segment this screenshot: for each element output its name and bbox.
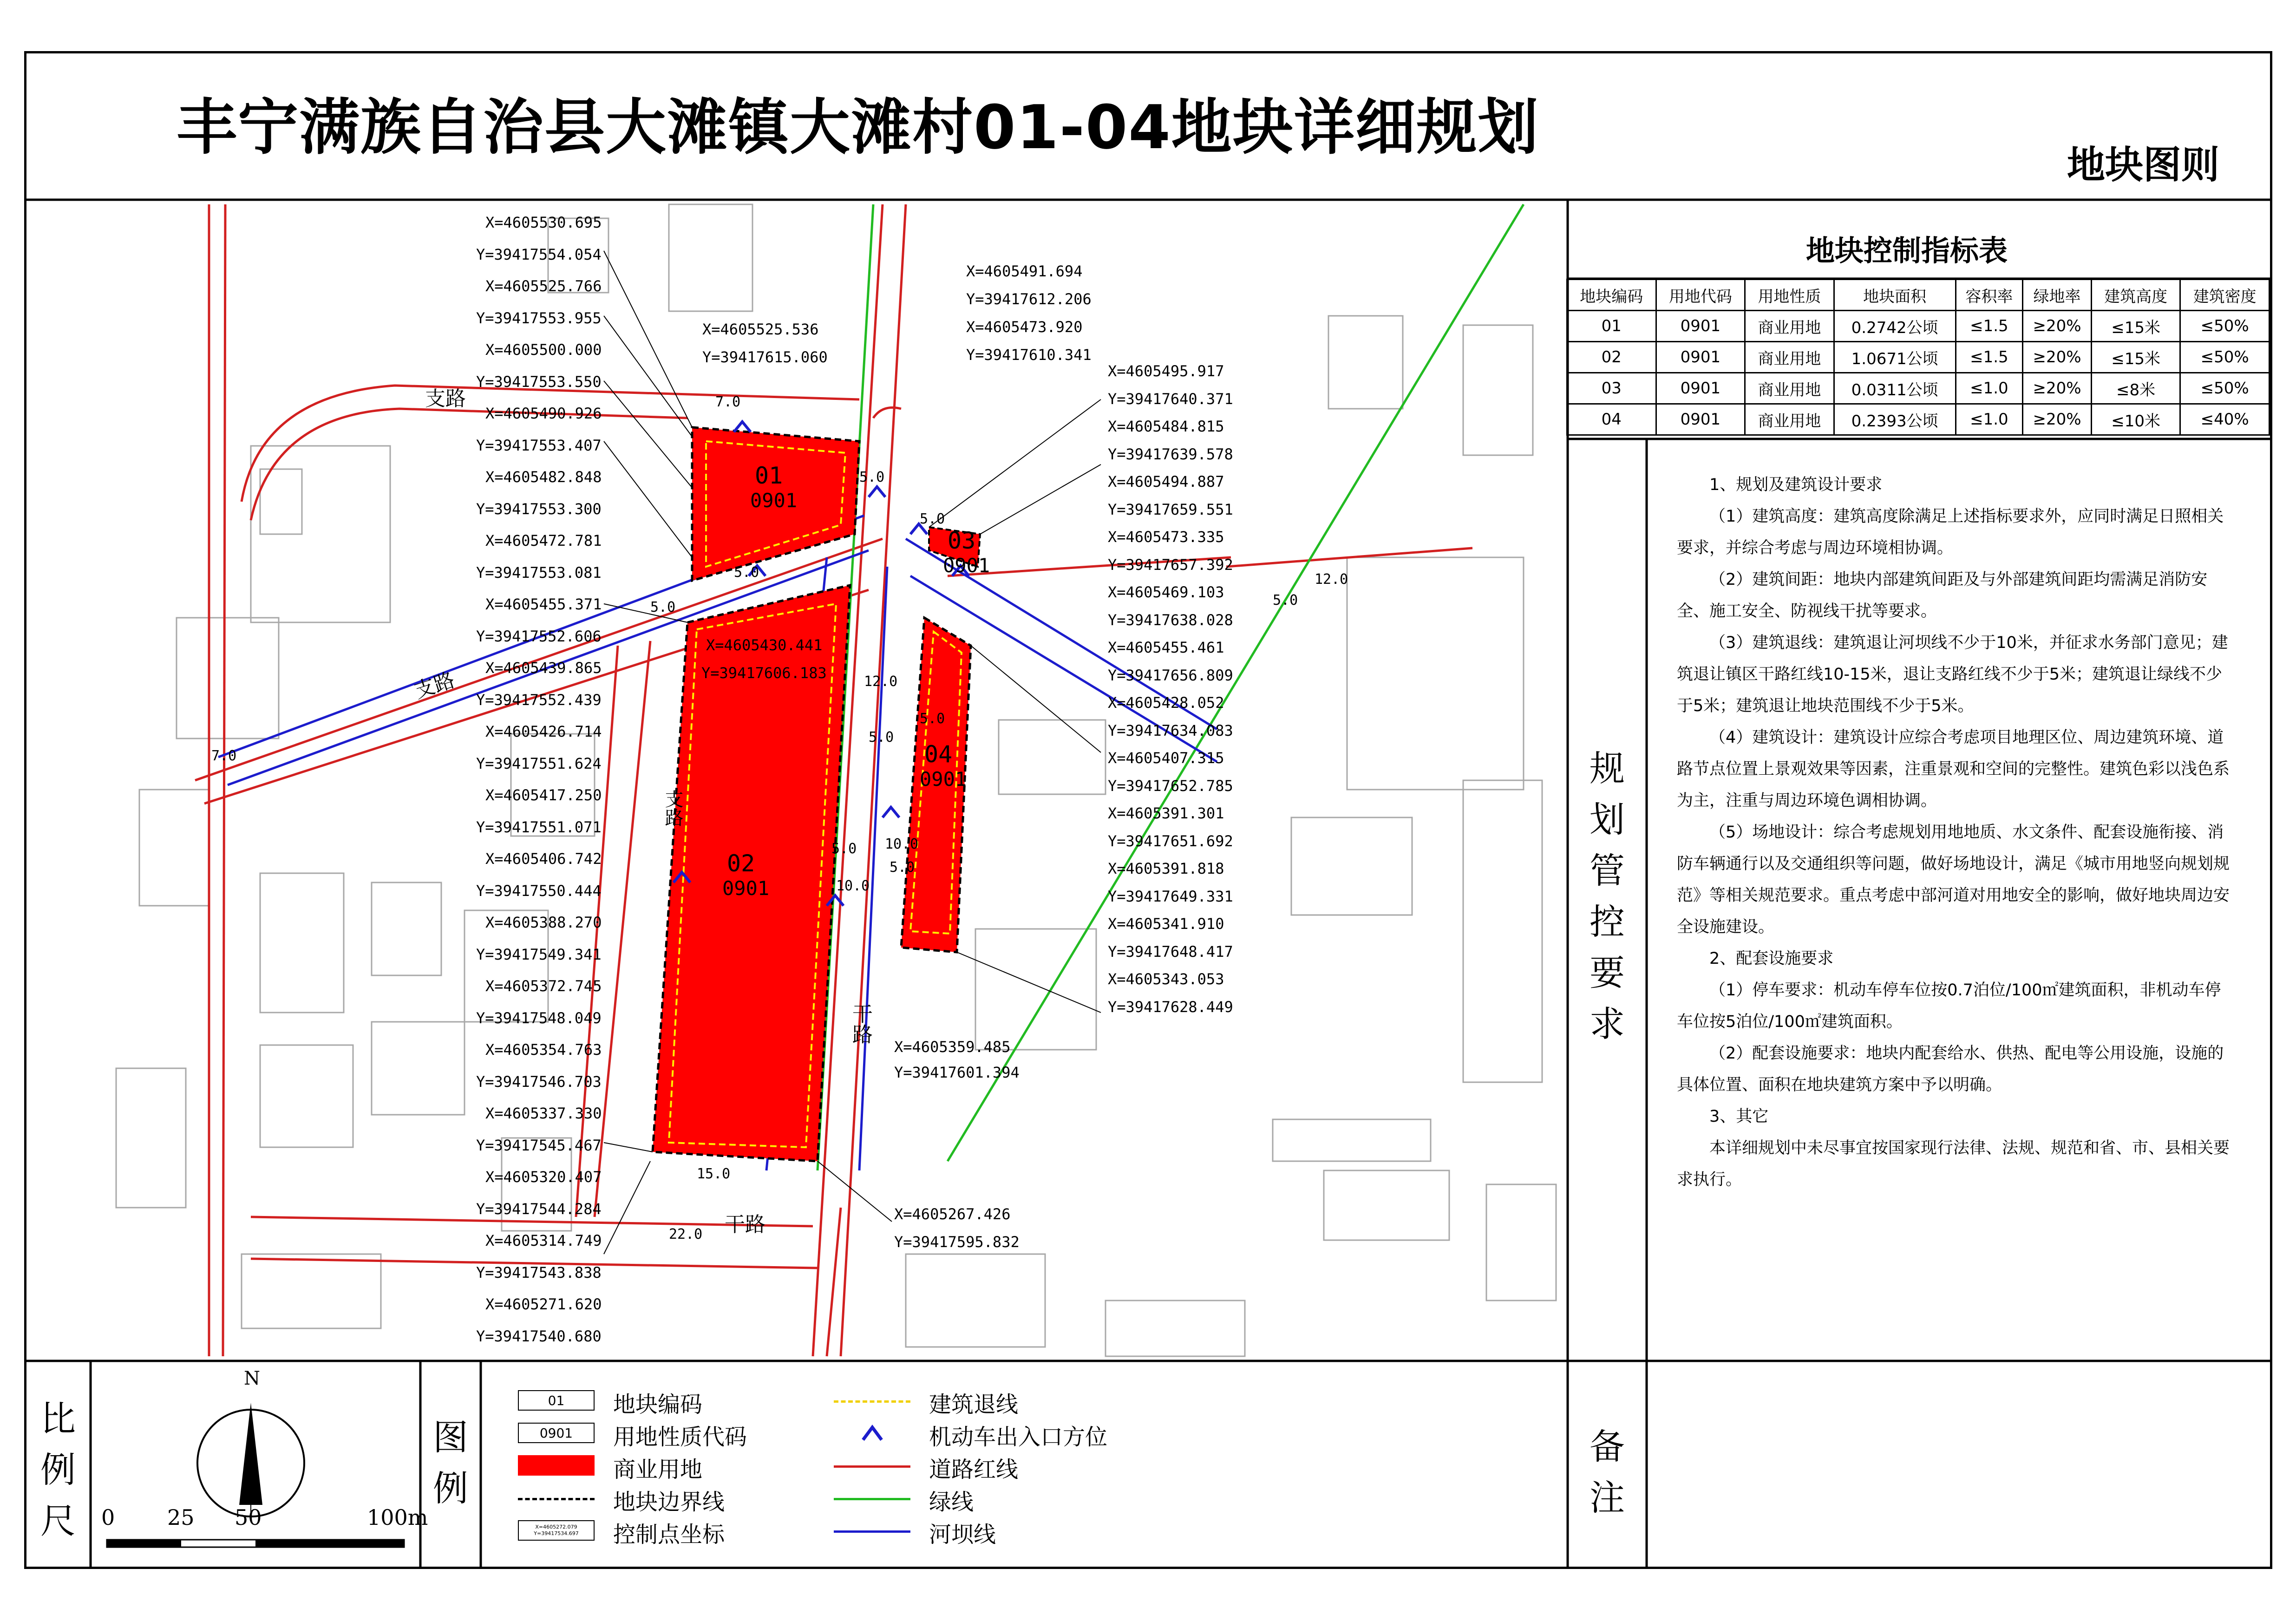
table-cell: 02 [1567, 342, 1656, 373]
road-label: 干路 [725, 1213, 765, 1236]
table-cell: ≥20% [2023, 373, 2092, 404]
control-point-coordinate: X=4605359.485 [894, 1038, 1011, 1056]
scale-tick-100: 100m [367, 1505, 428, 1530]
coordinate-symbol: X=4605272.079 Y=39417534.697 [518, 1520, 595, 1541]
control-point-coordinate: Y=39417612.206 [966, 290, 1092, 308]
control-point-coordinate: X=4605482.848 [485, 468, 602, 486]
control-point-coordinate: X=4605267.426 [894, 1205, 1011, 1223]
control-point-coordinate: Y=39417546.703 [476, 1072, 602, 1091]
dimension-label: 10.0 [836, 878, 870, 894]
dimension-label: 5.0 [650, 599, 676, 615]
control-point-coordinate: Y=39417553.955 [476, 309, 602, 327]
control-point-coordinate: Y=39417551.071 [476, 818, 602, 836]
control-point-coordinate: X=4605406.742 [485, 850, 602, 868]
dimension-label: 5.0 [1273, 592, 1298, 608]
table-cell: ≤10米 [2091, 404, 2180, 435]
control-point-coordinate: Y=39417552.439 [476, 691, 602, 709]
control-point-coordinate: Y=39417553.081 [476, 563, 602, 582]
control-point-coordinate: Y=39417634.083 [1108, 721, 1233, 739]
legend-label: 河坝线 [929, 1522, 996, 1548]
control-point-coordinate: X=4605530.695 [485, 214, 602, 231]
control-point-coordinate: X=4605469.103 [1108, 583, 1224, 601]
legend-label: 地块编码 [613, 1392, 703, 1418]
green-line-symbol [834, 1498, 910, 1500]
control-point-coordinate: X=4605455.461 [1108, 639, 1224, 656]
requirement-paragraph: 3、其它 [1709, 1107, 1769, 1126]
table-cell: 01 [1567, 311, 1656, 342]
control-point-coordinate: X=4605491.694 [966, 262, 1083, 280]
dimension-label: 5.0 [831, 841, 857, 857]
control-point-coordinate: Y=39417595.832 [894, 1233, 1020, 1251]
control-point-coordinate: X=4605314.749 [485, 1232, 602, 1249]
control-point-coordinate: Y=39417545.467 [476, 1136, 602, 1154]
table-cell: ≤50% [2180, 373, 2270, 404]
requirement-paragraph: （5）场地设计：综合考虑规划用地地质、水文条件、配套设施衔接、消防车辆通行以及交通组织等问题，做好场地设计，满足《城市用地竖向规划规范》等相关规范要求。重点考虑中部河道对用地安全的影响，做好地块周边安全设施建设。 [1677, 823, 2230, 936]
control-point-coordinate: X=4605473.920 [966, 318, 1083, 336]
control-point-coordinate: Y=39417606.183 [701, 664, 827, 682]
requirement-paragraph: 2、配套设施要求 [1709, 949, 1834, 968]
table-cell: ≤15米 [2091, 311, 2180, 342]
table-cell: ≤1.0 [1956, 404, 2023, 435]
control-point-coordinate: Y=39417638.028 [1108, 611, 1233, 629]
requirements-text [1677, 469, 2234, 1196]
table-header-cell: 绿地率 [2023, 280, 2092, 311]
requirement-paragraph: （1）停车要求：机动车停车位按0.7泊位/100㎡建筑面积，非机动车停车位按5泊位/100㎡建筑面积。 [1677, 981, 2221, 1031]
table-cell: ≥20% [2023, 311, 2092, 342]
control-point-coordinate: Y=39417553.300 [476, 500, 602, 518]
table-cell: 商业用地 [1745, 342, 1834, 373]
control-point-coordinate: Y=39417601.394 [894, 1064, 1020, 1081]
page-subtitle: 地块图则 [2067, 143, 2220, 187]
table-cell: ≤1.5 [1956, 342, 2023, 373]
control-point-coordinate: Y=39417540.680 [476, 1327, 602, 1345]
parcel-use-label: 0901 [943, 554, 990, 577]
legend-heading: 图例 [433, 1417, 468, 1509]
control-point-coordinate: Y=39417639.578 [1108, 445, 1233, 463]
legend-label: 控制点坐标 [613, 1522, 725, 1548]
table-header-cell: 地块编码 [1567, 280, 1656, 311]
dimension-label: 5.0 [920, 711, 945, 727]
control-point-coordinate: Y=39417656.809 [1108, 666, 1233, 684]
control-point-coordinate: X=4605428.052 [1108, 694, 1224, 712]
control-point-coordinate: Y=39417651.692 [1108, 832, 1233, 850]
control-point-coordinate: X=4605407.315 [1108, 749, 1224, 767]
control-point-coordinate: Y=39417550.444 [476, 882, 602, 900]
control-point-coordinate: X=4605271.620 [485, 1295, 602, 1313]
table-header-row [1567, 280, 2270, 311]
control-point-coordinate: X=4605525.536 [702, 320, 819, 338]
legend-label: 道路红线 [929, 1457, 1019, 1483]
legend-label: 商业用地 [613, 1457, 703, 1483]
control-point-coordinate: Y=39417543.838 [476, 1263, 602, 1281]
table-cell: 0.0311公顷 [1834, 373, 1956, 404]
control-point-coordinate: X=4605343.053 [1108, 970, 1224, 988]
control-point-coordinate: X=4605426.714 [485, 723, 602, 740]
table-cell: ≤8米 [2091, 373, 2180, 404]
dimension-label: 5.0 [869, 729, 894, 745]
parcel-code-label: 01 [755, 462, 783, 489]
scale-tick-0: 0 [101, 1505, 115, 1530]
table-cell: 商业用地 [1745, 311, 1834, 342]
table-header-cell: 建筑高度 [2091, 280, 2180, 311]
parcel-use-label: 0901 [750, 489, 798, 512]
north-label: N [244, 1368, 260, 1389]
legend-label: 机动车出入口方位 [929, 1424, 1108, 1450]
control-point-coordinate: Y=39417544.284 [476, 1200, 602, 1218]
table-cell: ≤1.0 [1956, 373, 2023, 404]
control-index-table [1566, 279, 2270, 436]
table-cell: ≤50% [2180, 342, 2270, 373]
table-cell: ≤40% [2180, 404, 2270, 435]
requirement-paragraph: （2）配套设施要求：地块内配套给水、供热、配电等公用设施，设施的具体位置、面积在地块建筑方案中予以明确。 [1677, 1044, 2224, 1094]
legend-label: 用地性质代码 [613, 1424, 747, 1450]
dimension-label: 12.0 [864, 673, 898, 690]
table-row [1567, 342, 2270, 373]
table-header-cell: 用地代码 [1656, 280, 1745, 311]
control-point-coordinate: X=4605417.250 [485, 786, 602, 804]
table-cell: 商业用地 [1745, 373, 1834, 404]
table-header-cell: 用地性质 [1745, 280, 1834, 311]
dimension-label: 5.0 [859, 469, 885, 485]
legend-label: 地块边界线 [613, 1489, 725, 1515]
dimension-label: 5.0 [920, 511, 945, 527]
parcel-code-symbol: 01 [518, 1390, 595, 1411]
legend-label: 建筑退线 [929, 1392, 1019, 1418]
road-label: 支路 [425, 387, 466, 411]
page-title: 丰宁满族自治县大滩镇大滩村01-04地块详细规划 [177, 92, 1539, 163]
control-point-coordinate: X=4605439.865 [485, 659, 602, 677]
control-point-coordinate: X=4605490.926 [485, 405, 602, 422]
control-point-coordinate: Y=39417610.341 [966, 346, 1092, 364]
control-point-coordinate: X=4605337.330 [485, 1105, 602, 1122]
control-point-coordinate: Y=39417552.606 [476, 627, 602, 645]
requirement-paragraph: （4）建筑设计：建筑设计应综合考虑项目地理区位、周边建筑环境、道路节点位置上景观效果等因素，注重景观和空间的完整性。建筑色彩以浅色系为主，注重与周边环境色调相协调。 [1677, 728, 2230, 810]
parcel-use-label: 0901 [920, 768, 967, 791]
remarks-heading: 备注 [1590, 1426, 1625, 1518]
control-point-coordinate: X=4605372.745 [485, 977, 602, 995]
table-row [1567, 373, 2270, 404]
parcel-code-label: 04 [924, 741, 953, 768]
table-cell: 0.2742公顷 [1834, 311, 1956, 342]
boundary-line-symbol [518, 1498, 595, 1500]
road-label: 干路 [849, 1003, 872, 1044]
table-cell: 0901 [1656, 404, 1745, 435]
control-point-coordinate: X=4605388.270 [485, 914, 602, 931]
table-cell: 0901 [1656, 342, 1745, 373]
scale-tick-25: 25 [167, 1505, 195, 1530]
scale-heading: 比例尺 [40, 1398, 76, 1542]
control-point-coordinate: X=4605391.301 [1108, 804, 1224, 822]
dimension-label: 7.0 [211, 748, 237, 764]
parcel-code-label: 02 [727, 850, 755, 877]
control-point-coordinate: Y=39417554.054 [476, 245, 602, 263]
table-cell: 03 [1567, 373, 1656, 404]
scale-graphic [93, 1366, 418, 1565]
control-point-coordinate: X=4605341.910 [1108, 915, 1224, 933]
red-line-symbol [834, 1465, 910, 1468]
commercial-swatch [518, 1455, 595, 1476]
control-point-coordinate: Y=39417640.371 [1108, 390, 1233, 408]
dimension-label: 5.0 [734, 564, 759, 581]
table-cell: 商业用地 [1745, 404, 1834, 435]
requirement-paragraph: 本详细规划中未尽事宜按国家现行法律、法规、规范和省、市、县相关要求执行。 [1677, 1139, 2230, 1189]
dimension-label: 15.0 [697, 1166, 731, 1182]
requirements-heading: 规划管控要求 [1590, 748, 1625, 1045]
requirement-paragraph: （1）建筑高度：建筑高度除满足上述指标要求外，应同时满足日照相关要求，并综合考虑与周边环境相协调。 [1677, 507, 2224, 557]
requirement-paragraph: （3）建筑退线：建筑退让河坝线不少于10米，并征求水务部门意见；建筑退让镇区干路红线10-15米，退让支路红线不少于5米；建筑退让绿线不少于5米；建筑退让地块范围线不少于5米。 [1677, 634, 2228, 715]
requirement-paragraph: 1、规划及建筑设计要求 [1709, 476, 1883, 494]
control-point-coordinate: X=4605354.763 [485, 1041, 602, 1059]
table-cell: 04 [1567, 404, 1656, 435]
table-cell: ≥20% [2023, 342, 2092, 373]
dimension-label: 5.0 [890, 859, 915, 876]
scale-bar-segment [255, 1540, 404, 1547]
control-point-coordinate: Y=39417548.049 [476, 1009, 602, 1027]
setback-line-symbol [834, 1400, 910, 1403]
control-point-coordinate: X=4605495.917 [1108, 362, 1224, 380]
legend-label: 绿线 [929, 1489, 974, 1515]
control-point-coordinate: Y=39417553.550 [476, 373, 602, 391]
control-point-coordinate: Y=39417659.551 [1108, 500, 1233, 518]
control-point-coordinate: X=4605500.000 [485, 341, 602, 359]
control-point-coordinate: Y=39417553.407 [476, 436, 602, 454]
dimension-label: 12.0 [1315, 571, 1348, 588]
control-point-coordinate: Y=39417549.341 [476, 945, 602, 963]
control-point-coordinate: Y=39417551.624 [476, 754, 602, 772]
control-point-coordinate: Y=39417657.392 [1108, 556, 1233, 574]
control-point-coordinate: X=4605525.766 [485, 277, 602, 295]
parcel-use-label: 0901 [722, 877, 770, 900]
table-cell: ≥20% [2023, 404, 2092, 435]
control-point-coordinate: X=4605391.818 [1108, 860, 1224, 877]
table-cell: 0901 [1656, 373, 1745, 404]
road-label: 支路 [662, 790, 683, 827]
scale-bar-segment [107, 1540, 181, 1547]
requirement-paragraph: （2）建筑间距：地块内部建筑间距及与外部建筑间距均需满足消防安全、施工安全、防视线干扰等要求。 [1677, 570, 2208, 621]
control-point-coordinate: Y=39417615.060 [702, 348, 828, 366]
table-header-cell: 容积率 [1956, 280, 2023, 311]
control-point-coordinate: X=4605484.815 [1108, 418, 1224, 435]
control-point-coordinate: X=4605455.371 [485, 595, 602, 613]
entrance-arrow-icon [834, 1423, 910, 1443]
table-header-cell: 建筑密度 [2180, 280, 2270, 311]
table-row [1567, 404, 2270, 435]
control-point-coordinate: X=4605430.441 [706, 636, 823, 654]
use-code-symbol: 0901 [518, 1423, 595, 1443]
control-table-title: 地块控制指标表 [1805, 234, 2008, 268]
dimension-label: 22.0 [669, 1226, 703, 1242]
table-cell: ≤50% [2180, 311, 2270, 342]
control-point-coordinate: Y=39417648.417 [1108, 942, 1233, 961]
table-cell: ≤15米 [2091, 342, 2180, 373]
table-cell: 1.0671公顷 [1834, 342, 1956, 373]
dimension-label: 7.0 [715, 394, 741, 410]
river-line-symbol [834, 1530, 910, 1533]
control-point-coordinate: Y=39417652.785 [1108, 777, 1233, 795]
scale-tick-50: 50 [235, 1505, 262, 1530]
table-header-cell: 地块面积 [1834, 280, 1956, 311]
table-cell: 0.2393公顷 [1834, 404, 1956, 435]
table-cell: ≤1.5 [1956, 311, 2023, 342]
control-point-coordinate: X=4605473.335 [1108, 528, 1224, 546]
control-point-coordinate: Y=39417649.331 [1108, 887, 1233, 905]
road-label: 支路 [411, 668, 458, 704]
parcel-code-label: 03 [948, 527, 976, 554]
table-row [1567, 311, 2270, 342]
control-point-coordinate: Y=39417628.449 [1108, 998, 1233, 1016]
control-point-coordinate: X=4605494.887 [1108, 473, 1224, 490]
control-point-coordinate: X=4605472.781 [485, 532, 602, 549]
control-point-coordinate: X=4605320.407 [485, 1168, 602, 1186]
table-cell: 0901 [1656, 311, 1745, 342]
dimension-label: 10.0 [885, 836, 919, 852]
